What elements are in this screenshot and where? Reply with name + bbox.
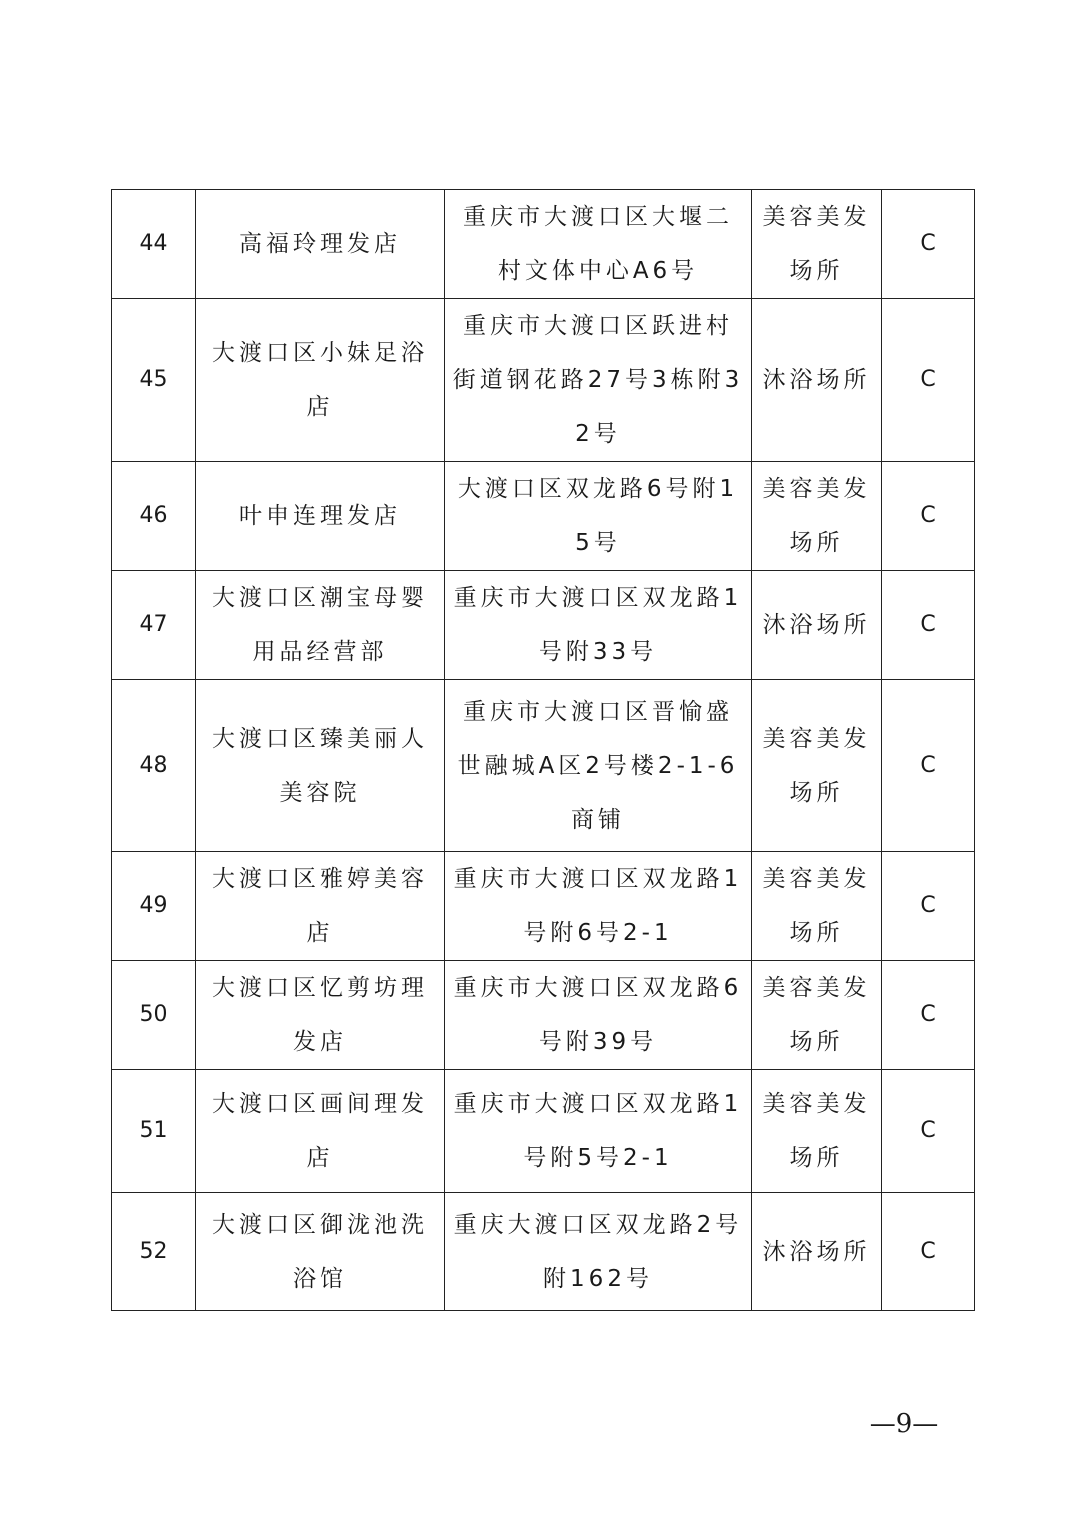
cell-name: 大渡口区画间理发店 xyxy=(196,1070,445,1193)
cell-name: 高福玲理发店 xyxy=(196,190,445,299)
cell-grade: C xyxy=(882,462,975,571)
cell-grade: C xyxy=(882,299,975,462)
table-row xyxy=(112,852,975,961)
cell-address: 重庆市大渡口区双龙路1号附6号2-1 xyxy=(445,852,752,961)
cell-type: 美容美发场所 xyxy=(752,680,882,852)
cell-type: 沐浴场所 xyxy=(752,299,882,462)
cell-type: 美容美发场所 xyxy=(752,852,882,961)
cell-type: 沐浴场所 xyxy=(752,571,882,680)
cell-address: 重庆市大渡口区大堰二村文体中心A6号 xyxy=(445,190,752,299)
cell-grade: C xyxy=(882,680,975,852)
table-row xyxy=(112,1070,975,1193)
table-row xyxy=(112,462,975,571)
cell-type: 美容美发场所 xyxy=(752,961,882,1070)
cell-type: 美容美发场所 xyxy=(752,1070,882,1193)
cell-grade: C xyxy=(882,190,975,299)
cell-number: 46 xyxy=(112,462,196,571)
table-row xyxy=(112,1193,975,1311)
table-row xyxy=(112,680,975,852)
table-row xyxy=(112,299,975,462)
cell-address: 重庆市大渡口区跃进村街道钢花路27号3栋附32号 xyxy=(445,299,752,462)
cell-grade: C xyxy=(882,571,975,680)
cell-number: 44 xyxy=(112,190,196,299)
cell-grade: C xyxy=(882,1070,975,1193)
cell-type: 美容美发场所 xyxy=(752,462,882,571)
cell-name: 大渡口区雅婷美容店 xyxy=(196,852,445,961)
table-row xyxy=(112,190,975,299)
cell-type: 美容美发场所 xyxy=(752,190,882,299)
cell-name: 大渡口区潮宝母婴用品经营部 xyxy=(196,571,445,680)
cell-name: 大渡口区御泷池洗浴馆 xyxy=(196,1193,445,1311)
cell-type: 沐浴场所 xyxy=(752,1193,882,1311)
records-table xyxy=(111,189,975,1311)
cell-number: 50 xyxy=(112,961,196,1070)
cell-grade: C xyxy=(882,852,975,961)
cell-number: 52 xyxy=(112,1193,196,1311)
table-row xyxy=(112,961,975,1070)
page-number: —9— xyxy=(869,1409,939,1439)
cell-address: 重庆市大渡口区双龙路6号附39号 xyxy=(445,961,752,1070)
cell-grade: C xyxy=(882,1193,975,1311)
table-row xyxy=(112,571,975,680)
cell-name: 大渡口区小妹足浴店 xyxy=(196,299,445,462)
cell-name: 叶申连理发店 xyxy=(196,462,445,571)
cell-number: 51 xyxy=(112,1070,196,1193)
cell-name: 大渡口区臻美丽人美容院 xyxy=(196,680,445,852)
cell-address: 重庆大渡口区双龙路2号附162号 xyxy=(445,1193,752,1311)
cell-number: 49 xyxy=(112,852,196,961)
cell-number: 45 xyxy=(112,299,196,462)
cell-address: 重庆市大渡口区双龙路1号附33号 xyxy=(445,571,752,680)
cell-name: 大渡口区忆剪坊理发店 xyxy=(196,961,445,1070)
cell-address: 大渡口区双龙路6号附15号 xyxy=(445,462,752,571)
cell-address: 重庆市大渡口区双龙路1号附5号2-1 xyxy=(445,1070,752,1193)
cell-address: 重庆市大渡口区晋愉盛世融城A区2号楼2-1-6商铺 xyxy=(445,680,752,852)
cell-grade: C xyxy=(882,961,975,1070)
cell-number: 47 xyxy=(112,571,196,680)
cell-number: 48 xyxy=(112,680,196,852)
